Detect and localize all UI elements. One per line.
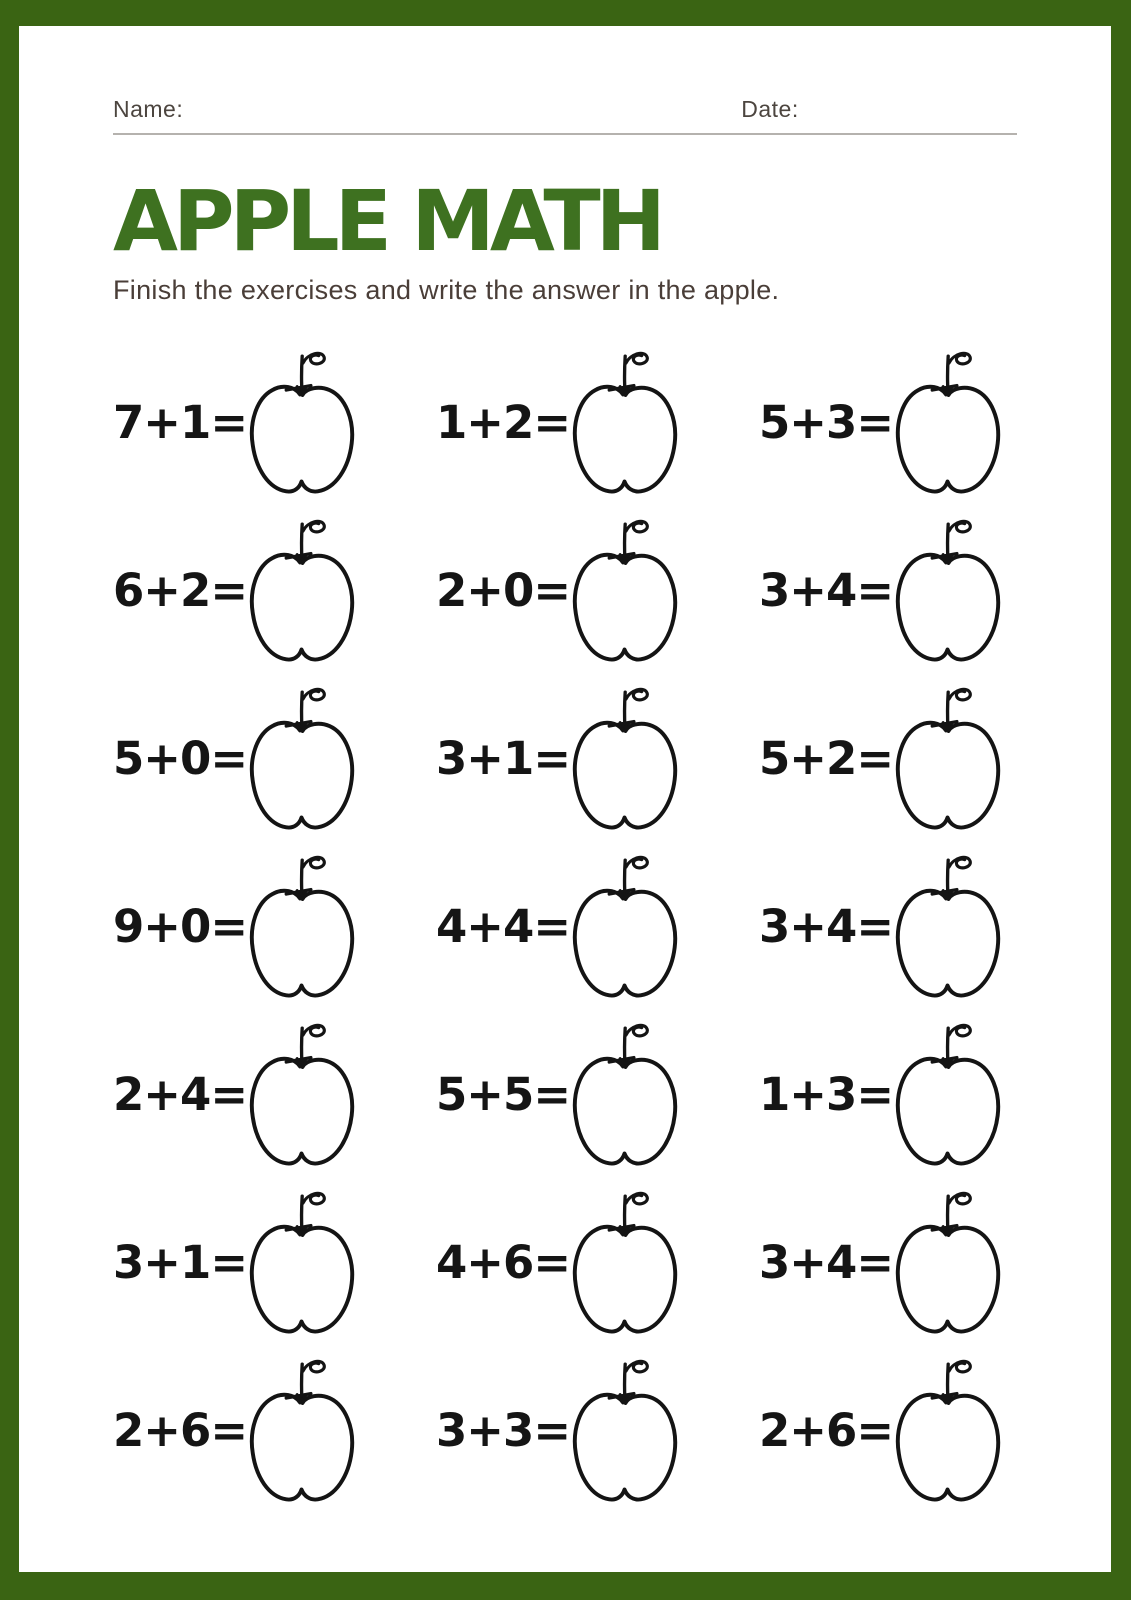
math-problem-cell [113,1010,371,1178]
name-label: Name: [113,96,184,122]
equation-label: 5+5= [436,1067,571,1121]
equation-label: 3+3= [436,1403,571,1457]
equation-label: 2+0= [436,563,571,617]
apple-outline-icon[interactable] [243,1354,361,1506]
instructions-text: Finish the exercises and write the answer in the apple. [113,275,780,306]
math-problem-cell [759,842,1017,1010]
math-problem-cell [436,1346,694,1514]
math-problem-cell [113,338,371,506]
equation-label: 9+0= [113,899,248,953]
apple-outline-icon[interactable] [243,682,361,834]
equation-label: 7+1= [113,395,248,449]
math-problem-cell [759,1010,1017,1178]
equation-label: 2+4= [113,1067,248,1121]
apple-outline-icon[interactable] [889,514,1007,666]
math-problem-cell [113,1178,371,1346]
apple-outline-icon[interactable] [243,1186,361,1338]
equation-label: 3+4= [759,563,894,617]
apple-outline-icon[interactable] [889,1186,1007,1338]
equation-label: 4+4= [436,899,571,953]
problems-grid [113,338,1017,1514]
equation-label: 3+1= [436,731,571,785]
apple-outline-icon[interactable] [243,346,361,498]
date-label: Date: [741,96,799,122]
apple-outline-icon[interactable] [243,850,361,1002]
apple-outline-icon[interactable] [889,346,1007,498]
math-problem-cell [113,1346,371,1514]
apple-outline-icon[interactable] [889,682,1007,834]
apple-outline-icon[interactable] [889,850,1007,1002]
apple-outline-icon[interactable] [889,1018,1007,1170]
math-problem-cell [436,674,694,842]
apple-outline-icon[interactable] [243,1018,361,1170]
math-problem-cell [759,338,1017,506]
equation-label: 1+3= [759,1067,894,1121]
equation-label: 5+0= [113,731,248,785]
equation-label: 5+3= [759,395,894,449]
math-problem-cell [113,674,371,842]
page-title: APPLE MATH [113,172,661,270]
apple-outline-icon[interactable] [243,514,361,666]
math-problem-cell [436,338,694,506]
equation-label: 3+4= [759,1235,894,1289]
math-problem-cell [759,506,1017,674]
apple-outline-icon[interactable] [566,850,684,1002]
equation-label: 6+2= [113,563,248,617]
math-problem-cell [759,674,1017,842]
name-date-header [113,96,1017,135]
equation-label: 3+4= [759,899,894,953]
apple-outline-icon[interactable] [566,1018,684,1170]
paper-sheet [19,26,1111,1572]
apple-outline-icon[interactable] [889,1354,1007,1506]
math-problem-cell [436,1178,694,1346]
math-problem-cell [436,506,694,674]
apple-outline-icon[interactable] [566,514,684,666]
math-problem-cell [113,506,371,674]
equation-label: 2+6= [113,1403,248,1457]
equation-label: 5+2= [759,731,894,785]
apple-outline-icon[interactable] [566,1186,684,1338]
math-problem-cell [113,842,371,1010]
math-problem-cell [436,1010,694,1178]
math-problem-cell [759,1346,1017,1514]
apple-outline-icon[interactable] [566,1354,684,1506]
math-problem-cell [759,1178,1017,1346]
equation-label: 4+6= [436,1235,571,1289]
apple-outline-icon[interactable] [566,682,684,834]
equation-label: 3+1= [113,1235,248,1289]
math-problem-cell [436,842,694,1010]
equation-label: 2+6= [759,1403,894,1457]
apple-outline-icon[interactable] [566,346,684,498]
equation-label: 1+2= [436,395,571,449]
